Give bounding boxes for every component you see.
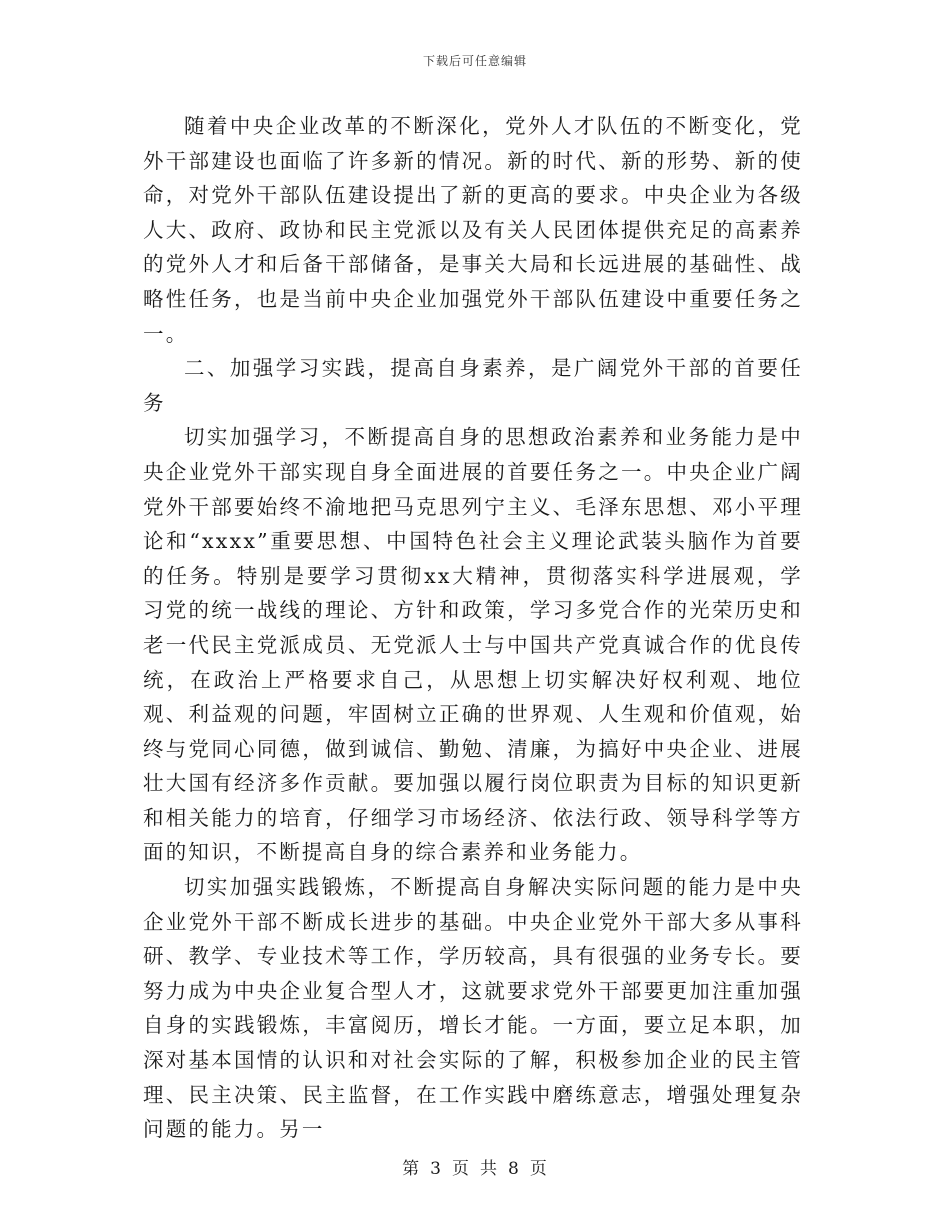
footer-label-prefix: 第 (402, 1159, 421, 1179)
document-body (143, 109, 803, 1147)
paragraph: 切实加强学习，不断提高自身的思想政治素养和业务能力是中央企业党外干部实现自身全面进展的首要任务之一。中央企业广阔党外干部要始终不渝地把马克思列宁主义、毛泽东思想、邓小平理论和“xxxx”重要思想、中国特色社会主义理论武装头脑作为首要的任务。特别是要学习贯彻xx大精神，贯彻落实科学进展观，学习党的统一战线的理论、方针和政策，学习多党合作的光荣历史和老一代民主党派成员、无党派人士与中国共产党真诚合作的优良传统，在政治上严格要求自己，从思想上切实解决好权利观、地位观、利益观的问题，牢固树立正确的世界观、人生观和价值观，始终与党同心同德，做到诚信、勤勉、清廉，为搞好中央企业、进展壮大国有经济多作贡献。要加强以履行岗位职责为目标的知识更新和相关能力的培育，仔细学习市场经济、依法行政、领导科学等方面的知识，不断提高自身的综合素养和业务能力。 (143, 425, 803, 865)
section-heading: 二、加强学习实践，提高自身素养，是广阔党外干部的首要任务 (143, 356, 803, 415)
current-page-number: 3 (430, 1159, 442, 1179)
paragraph: 切实加强实践锻炼，不断提高自身解决实际问题的能力是中央企业党外干部不断成长进步的基础。中央企业党外干部大多从事科研、教学、专业技术等工作，学历较高，具有很强的业务专长。要努力成为中央企业复合型人才，这就要求党外干部要更加注重加强自身的实践锻炼，丰富阅历，增长才能。一方面，要立足本职，加深对基本国情的认识和对社会实际的了解，积极参加企业的民主管理、民主决策、民主监督，在工作实践中磨练意志，增强处理复杂问题的能力。另一 (143, 875, 803, 1142)
page-number-footer (0, 1154, 950, 1179)
footer-label-total: 共 (480, 1159, 498, 1179)
footer-label-suffix: 页 (529, 1159, 548, 1179)
page-header: 下载后可任意编辑 (422, 54, 527, 68)
footer-label-page: 页 (452, 1159, 470, 1179)
paragraph: 随着中央企业改革的不断深化，党外人才队伍的不断变化，党外干部建设也面临了许多新的情况。新的时代、新的形势、新的使命，对党外干部队伍建设提出了新的更高的要求。中央企业为各级人大、政府、政协和民主党派以及有关人民团体提供充足的高素养的党外人才和后备干部储备，是事关大局和长远进展的基础性、战略性任务，也是当前中央企业加强党外干部队伍建设中重要任务之一。 (143, 114, 803, 346)
total-pages-number: 8 (508, 1159, 520, 1179)
